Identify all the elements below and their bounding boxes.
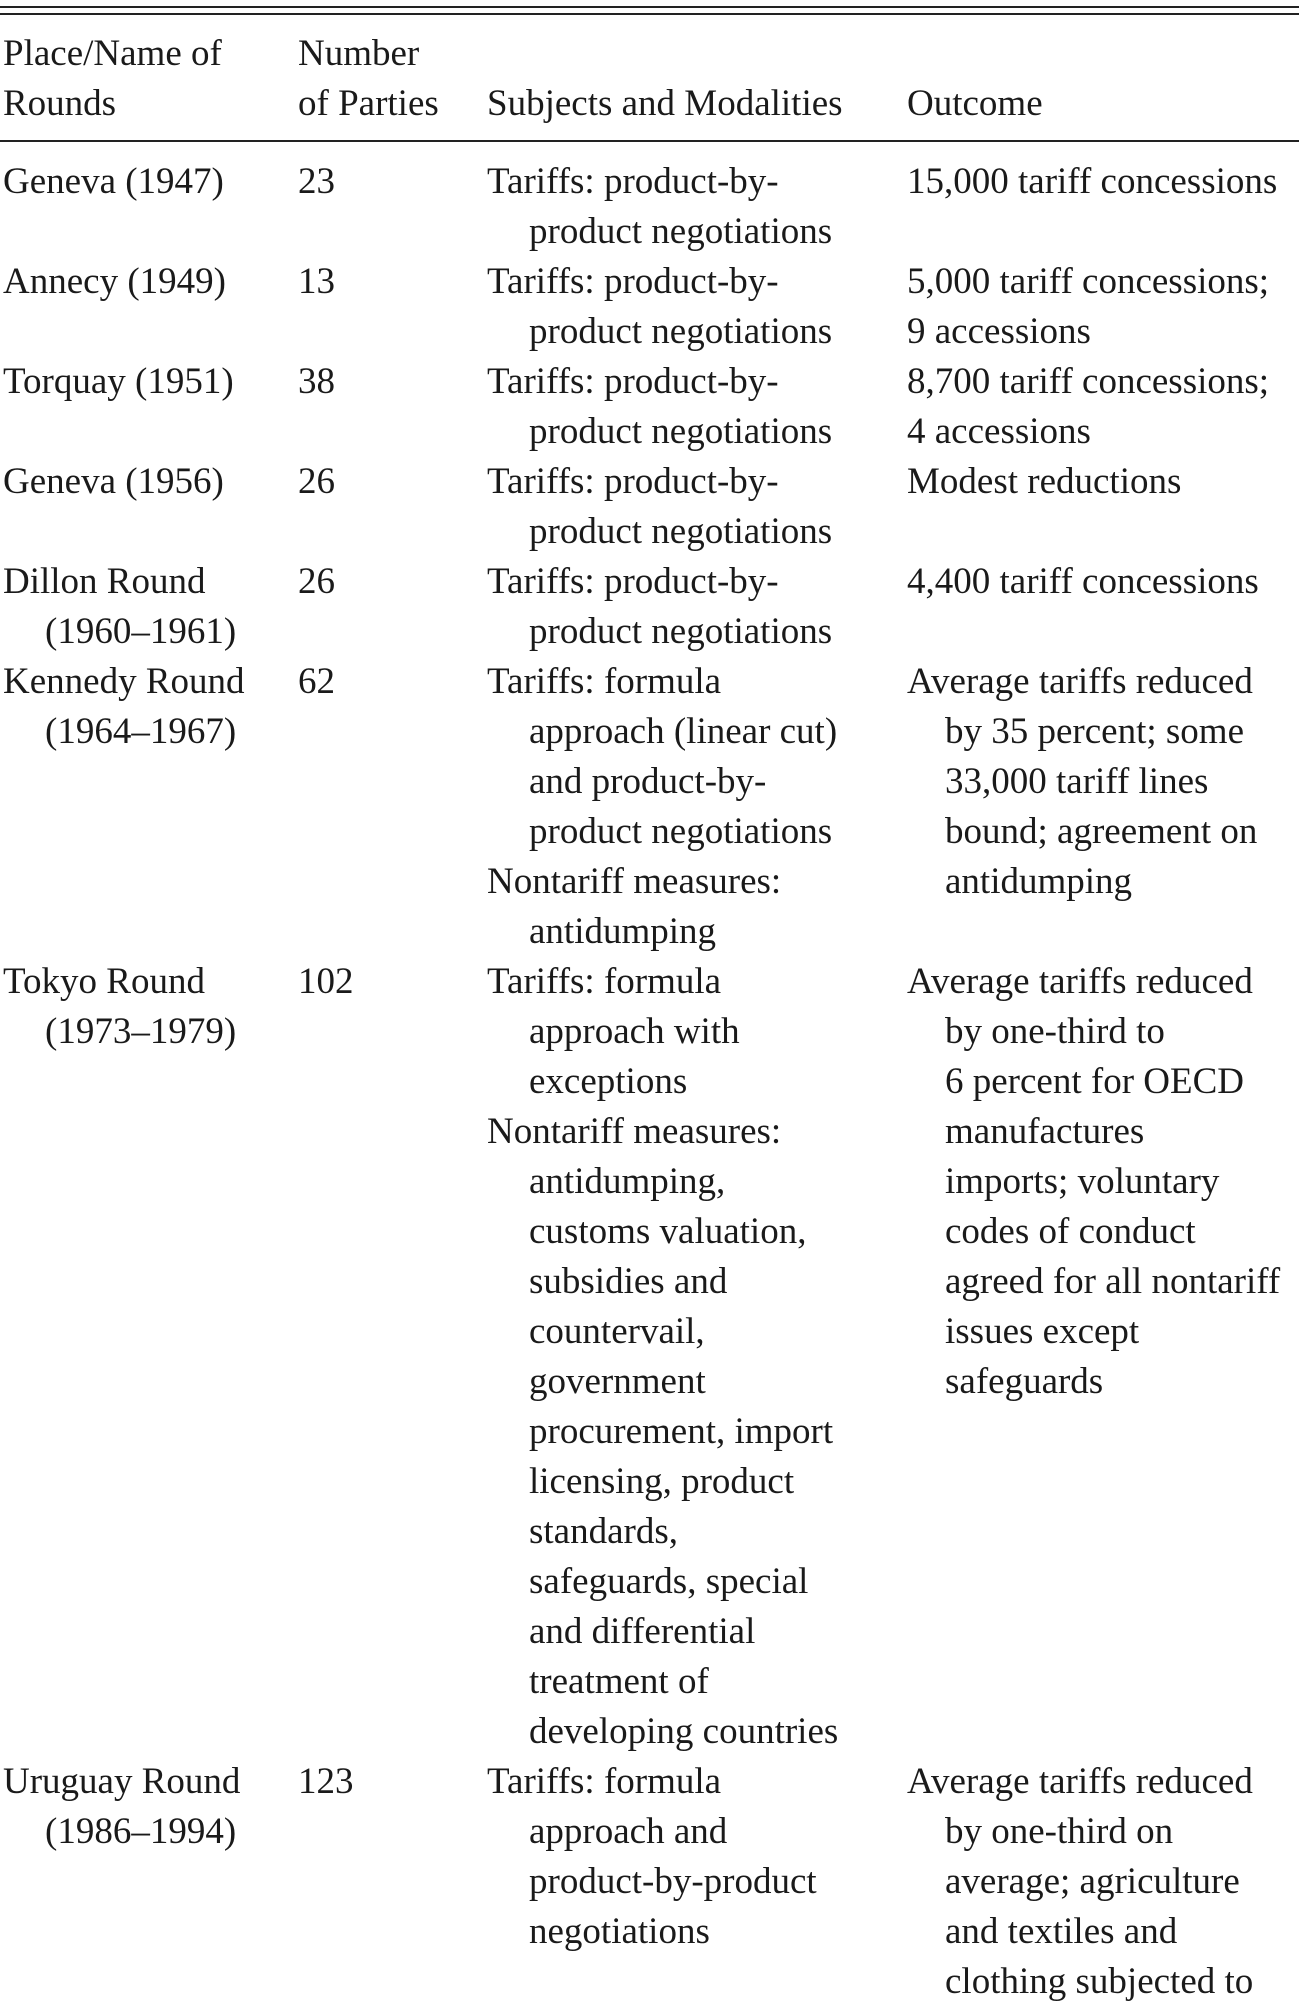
cell-outcome: agreed for all nontariff — [945, 1261, 1281, 1302]
cell-outcome: imports; voluntary — [945, 1161, 1220, 1202]
cell-subjects: product negotiations — [529, 611, 833, 652]
cell-subjects: negotiations — [529, 1911, 710, 1952]
cell-outcome: Average tariffs reduced — [907, 1761, 1253, 1802]
cell-subjects: customs valuation, — [529, 1211, 807, 1252]
cell-parties: 38 — [298, 361, 335, 402]
header-subjects: Subjects and Modalities — [487, 83, 843, 124]
cell-subjects: Tariffs: formula — [487, 961, 722, 1002]
cell-place: Geneva (1947) — [3, 161, 224, 202]
header-parties: of Parties — [298, 83, 439, 124]
cell-subjects: exceptions — [529, 1061, 688, 1102]
cell-subjects: approach and — [529, 1811, 728, 1852]
cell-outcome: codes of conduct — [945, 1211, 1196, 1252]
cell-subjects: Nontariff measures: — [487, 861, 782, 902]
cell-subjects: product negotiations — [529, 511, 833, 552]
cell-outcome: by one-third to — [945, 1011, 1165, 1052]
cell-outcome: antidumping — [945, 861, 1133, 902]
cell-outcome: safeguards — [945, 1361, 1104, 1402]
cell-subjects: procurement, import — [529, 1411, 834, 1452]
cell-subjects: product negotiations — [529, 811, 833, 852]
cell-subjects: licensing, product — [529, 1461, 795, 1502]
cell-outcome: 5,000 tariff concessions; — [907, 261, 1270, 302]
cell-subjects: product-by-product — [529, 1861, 817, 1902]
cell-outcome: 4,400 tariff concessions — [907, 561, 1259, 602]
cell-subjects: product negotiations — [529, 211, 833, 252]
cell-place: Annecy (1949) — [3, 261, 226, 302]
cell-subjects: antidumping, — [529, 1161, 726, 1202]
cell-parties: 26 — [298, 461, 335, 502]
cell-place: Uruguay Round — [3, 1761, 241, 1802]
cell-subjects: Tariffs: product-by- — [487, 561, 779, 602]
cell-outcome: 8,700 tariff concessions; — [907, 361, 1270, 402]
cell-outcome: 15,000 tariff concessions — [907, 161, 1278, 202]
cell-outcome: manufactures — [945, 1111, 1145, 1152]
cell-place: (1986–1994) — [45, 1811, 237, 1852]
cell-place: Tokyo Round — [3, 961, 205, 1002]
cell-outcome: 6 percent for OECD — [945, 1061, 1244, 1102]
cell-parties: 62 — [298, 661, 335, 702]
table-top-rule-2 — [0, 13, 1299, 15]
cell-subjects: approach (linear cut) — [529, 711, 838, 752]
cell-parties: 13 — [298, 261, 335, 302]
cell-subjects: antidumping — [529, 911, 717, 952]
cell-outcome: 33,000 tariff lines — [945, 761, 1209, 802]
cell-place: Torquay (1951) — [3, 361, 234, 402]
cell-outcome: and textiles and — [945, 1911, 1178, 1952]
cell-subjects: Tariffs: formula — [487, 661, 722, 702]
cell-place: Geneva (1956) — [3, 461, 224, 502]
cell-subjects: product negotiations — [529, 411, 833, 452]
cell-outcome: 9 accessions — [907, 311, 1091, 352]
table-top-rule — [0, 6, 1299, 8]
cell-outcome: average; agriculture — [945, 1861, 1240, 1902]
cell-place: (1960–1961) — [45, 611, 237, 652]
cell-outcome: 4 accessions — [907, 411, 1091, 452]
cell-subjects: Tariffs: formula — [487, 1761, 722, 1802]
cell-outcome: by one-third on — [945, 1811, 1174, 1852]
cell-parties: 23 — [298, 161, 335, 202]
cell-outcome: Average tariffs reduced — [907, 961, 1253, 1002]
cell-subjects: Tariffs: product-by- — [487, 461, 779, 502]
cell-outcome: by 35 percent; some — [945, 711, 1244, 752]
cell-subjects: and product-by- — [529, 761, 767, 802]
cell-subjects: developing countries — [529, 1711, 839, 1752]
header-place: Rounds — [3, 83, 117, 124]
cell-subjects: approach with — [529, 1011, 740, 1052]
header-outcome: Outcome — [907, 83, 1043, 124]
cell-parties: 123 — [298, 1761, 354, 1802]
cell-subjects: government — [529, 1361, 706, 1402]
cell-outcome: clothing subjected to — [945, 1961, 1254, 2002]
header-parties: Number — [298, 33, 420, 74]
cell-subjects: product negotiations — [529, 311, 833, 352]
cell-subjects: Tariffs: product-by- — [487, 161, 779, 202]
table-header-rule — [0, 140, 1299, 142]
cell-outcome: Modest reductions — [907, 461, 1182, 502]
cell-parties: 102 — [298, 961, 354, 1002]
cell-place: Dillon Round — [3, 561, 206, 602]
cell-outcome: bound; agreement on — [945, 811, 1258, 852]
cell-subjects: Tariffs: product-by- — [487, 361, 779, 402]
cell-outcome: Average tariffs reduced — [907, 661, 1253, 702]
cell-subjects: subsidies and — [529, 1261, 728, 1302]
cell-subjects: and differential — [529, 1611, 756, 1652]
cell-subjects: safeguards, special — [529, 1561, 809, 1602]
cell-place: (1964–1967) — [45, 711, 237, 752]
cell-subjects: standards, — [529, 1511, 678, 1552]
cell-subjects: Tariffs: product-by- — [487, 261, 779, 302]
cell-outcome: issues except — [945, 1311, 1140, 1352]
cell-parties: 26 — [298, 561, 335, 602]
header-place: Place/Name of — [3, 33, 222, 74]
cell-subjects: treatment of — [529, 1661, 709, 1702]
cell-place: Kennedy Round — [3, 661, 245, 702]
cell-place: (1973–1979) — [45, 1011, 237, 1052]
cell-subjects: Nontariff measures: — [487, 1111, 782, 1152]
cell-subjects: countervail, — [529, 1311, 705, 1352]
